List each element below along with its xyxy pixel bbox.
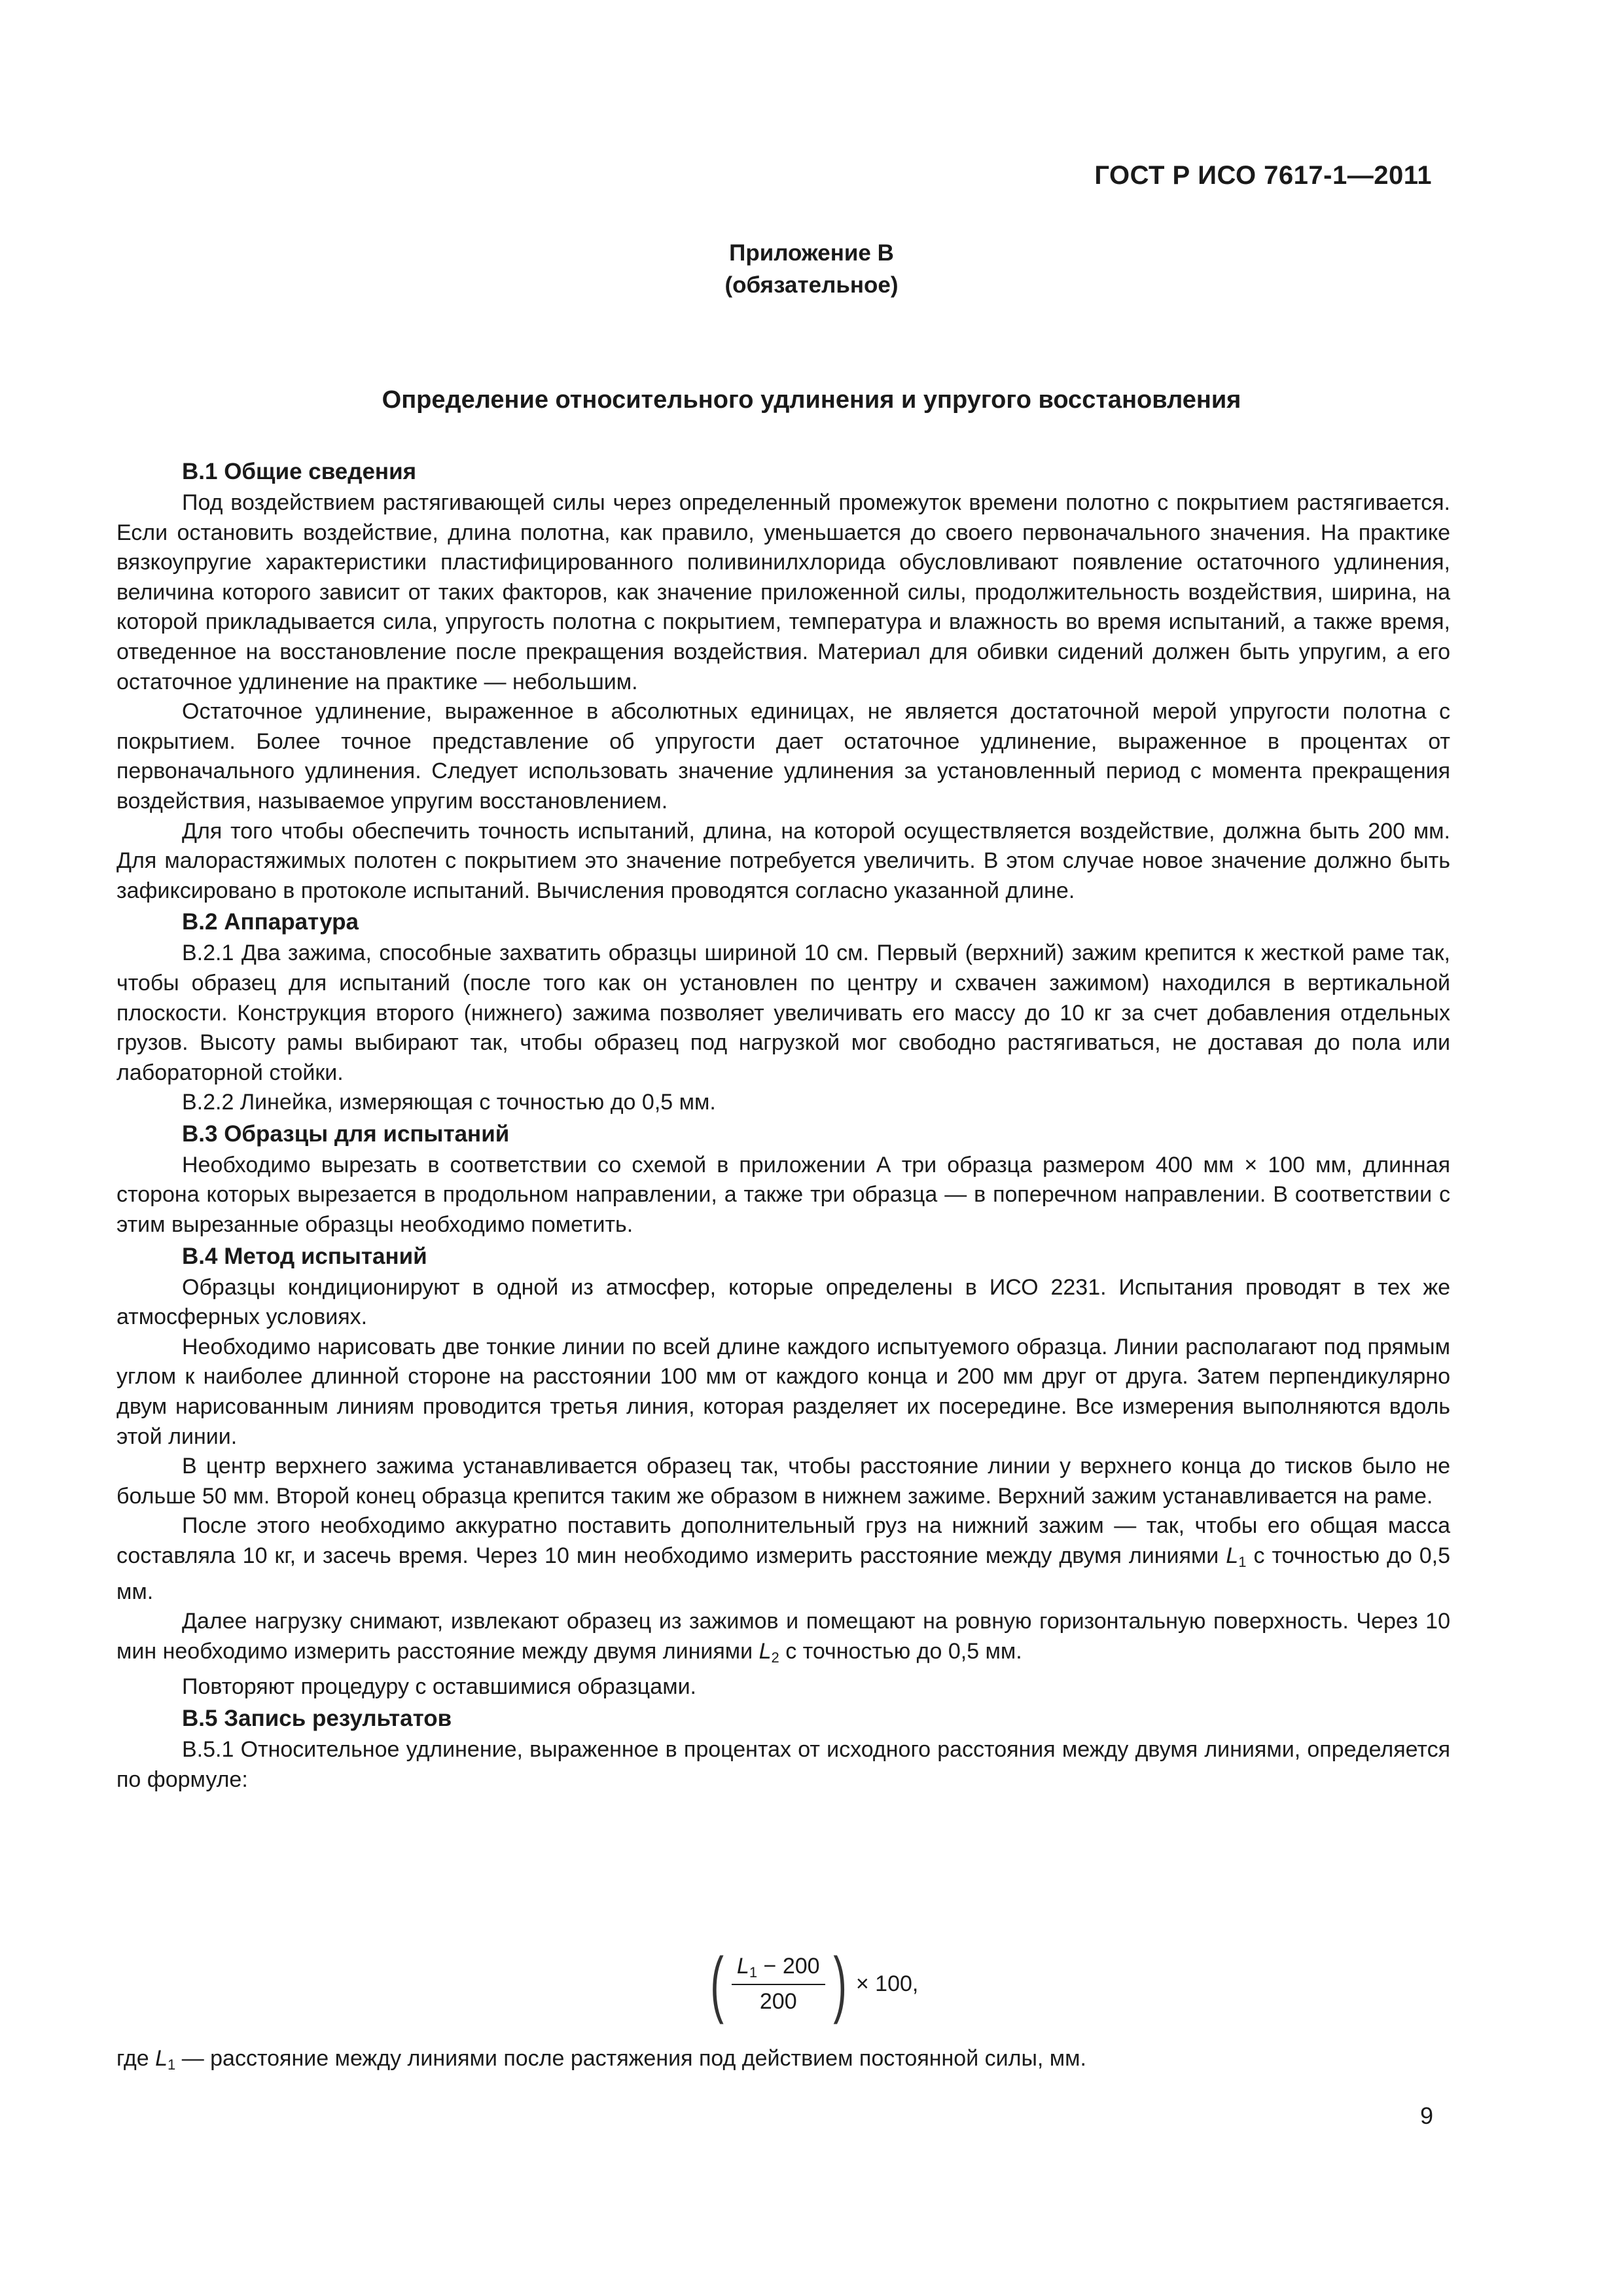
formula-denominator: 200	[759, 1988, 797, 2014]
where-clause	[116, 2044, 1450, 2080]
paragraph-text: После этого необходимо аккуратно поставить дополнительный груз на нижний зажим — так, чтобы его общая масса составляла 10 кг, и засечь время. Через 10 мин необходимо измерить расстояние между двумя линиями	[116, 1513, 1450, 1568]
formula-fraction	[732, 1954, 825, 2015]
section-heading-b1: В.1 Общие сведения	[182, 459, 417, 484]
paragraph: Под воздействием растягивающей силы через определенный промежуток времени полотно с покрытием растягивается. Если остановить воздействие, длина полотна, как правило, уменьшается до своего первоначального значения. На практике вязкоупругие характеристики пластифицированного поливинилхлорида обусловливают появление остаточного удлинения, величина которого зависит от таких факторов, как значение приложенной силы, продолжительность воздействия, ширина, на которой прикладывается сила, упругость полотна с покрытием, температура и влажность во время испытаний, а также время, отведенное на восстановление после прекращения воздействия. Материал для обивки сидений должен быть упругим, а его остаточное удлинение на практике — небольшим.	[116, 490, 1450, 694]
where-prefix: где	[116, 2046, 156, 2071]
formula	[0, 1943, 1623, 2024]
formula-multiplier: × 100,	[855, 1971, 919, 1996]
paragraph	[116, 1511, 1450, 1607]
paragraph: Необходимо нарисовать две тонкие линии по всей длине каждого испытуемого образца. Линии располагают под прямым углом к наиболее длинной стороне на расстоянии 100 мм от каждого конца и 200 мм друг от друга. Затем перпендикулярно двум нарисованным линиям проводится третья линия, которая разделяет их посередине. Все измерения выполняются вдоль этой линии.	[116, 1334, 1450, 1449]
symbol-l: L	[758, 1638, 772, 1664]
paragraph-text: Далее нагрузку снимают, извлекают образец из зажимов и помещают на ровную горизонтальную поверхность. Через 10 мин необходимо измерить расстояние между двумя линиями	[116, 1609, 1450, 1664]
paragraph: Повторяют процедуру с оставшимися образцами.	[182, 1674, 697, 1700]
paragraph-text: с точностью до 0,5 мм.	[116, 1543, 1450, 1604]
paragraph: В.2.2 Линейка, измеряющая с точностью до 0,5 мм.	[182, 1090, 716, 1115]
document-body	[116, 456, 1450, 1795]
appendix-status: (обязательное)	[724, 272, 899, 298]
paragraph: Для того чтобы обеспечить точность испытаний, длина, на которой осуществляется воздействие, должна быть 200 мм. Для малорастяжимых полотен с покрытием это значение потребуется увеличить. В этом случае новое значение должно быть зафиксировано в протоколе испытаний. Вычисления проводятся согласно указанной длине.	[116, 818, 1450, 903]
paragraph: Остаточное удлинение, выраженное в абсолютных единицах, не является достаточной мерой упругости полотна с покрытием. Более точное представление об упругости дает остаточное удлинение, выраженное в процентах от первоначального удлинения. Следует использовать значение удлинения за установленный период с момента прекращения воздействия, называемое упругим восстановлением.	[116, 699, 1450, 814]
main-title: Определение относительного удлинения и упругого восстановления	[382, 386, 1241, 414]
symbol-l: L	[736, 1953, 749, 1979]
document-code: ГОСТ Р ИСО 7617-1—2011	[1094, 161, 1432, 190]
symbol-l: L	[155, 2046, 168, 2071]
subscript: 1	[749, 1964, 758, 1981]
section-heading-b4: В.4 Метод испытаний	[182, 1243, 427, 1269]
paragraph-text: с точностью до 0,5 мм.	[779, 1638, 1022, 1664]
appendix-heading	[0, 237, 1623, 301]
paragraph: В.2.1 Два зажима, способные захватить образцы шириной 10 см. Первый (верхний) зажим крепится к жесткой раме так, чтобы образец для испытаний (после того как он установлен по центру и схвачен зажимом) находился в вертикальной плоскости. Конструкция второго (нижнего) зажима позволяет увеличивать его массу до 10 кг за счет добавления отдельных грузов. Высоту рамы выбирают так, чтобы образец под нагрузкой мог свободно растягиваться, не доставая до пола или лабораторной стойки.	[116, 941, 1450, 1085]
appendix-title: Приложение В	[729, 240, 894, 266]
section-heading-b5: В.5 Запись результатов	[182, 1705, 452, 1731]
paragraph	[116, 1607, 1450, 1672]
subscript: 2	[771, 1649, 779, 1666]
paragraph: Необходимо вырезать в соответствии со схемой в приложении А три образца размером 400 мм × 100 мм, длинная сторона которых вырезается в продольном направлении, а также три образца — в поперечном направлении. В соответствии с этим вырезанные образцы необходимо пометить.	[116, 1152, 1450, 1238]
subscript: 1	[1238, 1554, 1247, 1570]
section-heading-b2: В.2 Аппаратура	[182, 909, 359, 935]
page-number: 9	[1419, 2102, 1433, 2129]
formula-right-paren: )	[832, 1943, 847, 2024]
subscript: 1	[168, 2056, 176, 2073]
formula-left-paren: (	[710, 1943, 724, 2024]
where-text: — расстояние между линиями после растяжения под действием постоянной силы, мм.	[175, 2046, 1086, 2071]
paragraph: Образцы кондиционируют в одной из атмосфер, которые определены в ИСО 2231. Испытания проводят в тех же атмосферных условиях.	[116, 1274, 1450, 1330]
numerator-rest: − 200	[757, 1953, 820, 1979]
paragraph: В.5.1 Относительное удлинение, выраженное в процентах от исходного расстояния между двумя линиями, определяется по формуле:	[116, 1736, 1450, 1792]
formula-numerator	[732, 1954, 825, 1985]
symbol-l: L	[1226, 1543, 1239, 1568]
paragraph: В центр верхнего зажима устанавливается образец так, чтобы расстояние линии у верхнего конца до тисков было не больше 50 мм. Второй конец образца крепится таким же образом в нижнем зажиме. Верхний зажим устанавливается на раме.	[116, 1454, 1450, 1509]
section-heading-b3: В.3 Образцы для испытаний	[182, 1121, 510, 1147]
